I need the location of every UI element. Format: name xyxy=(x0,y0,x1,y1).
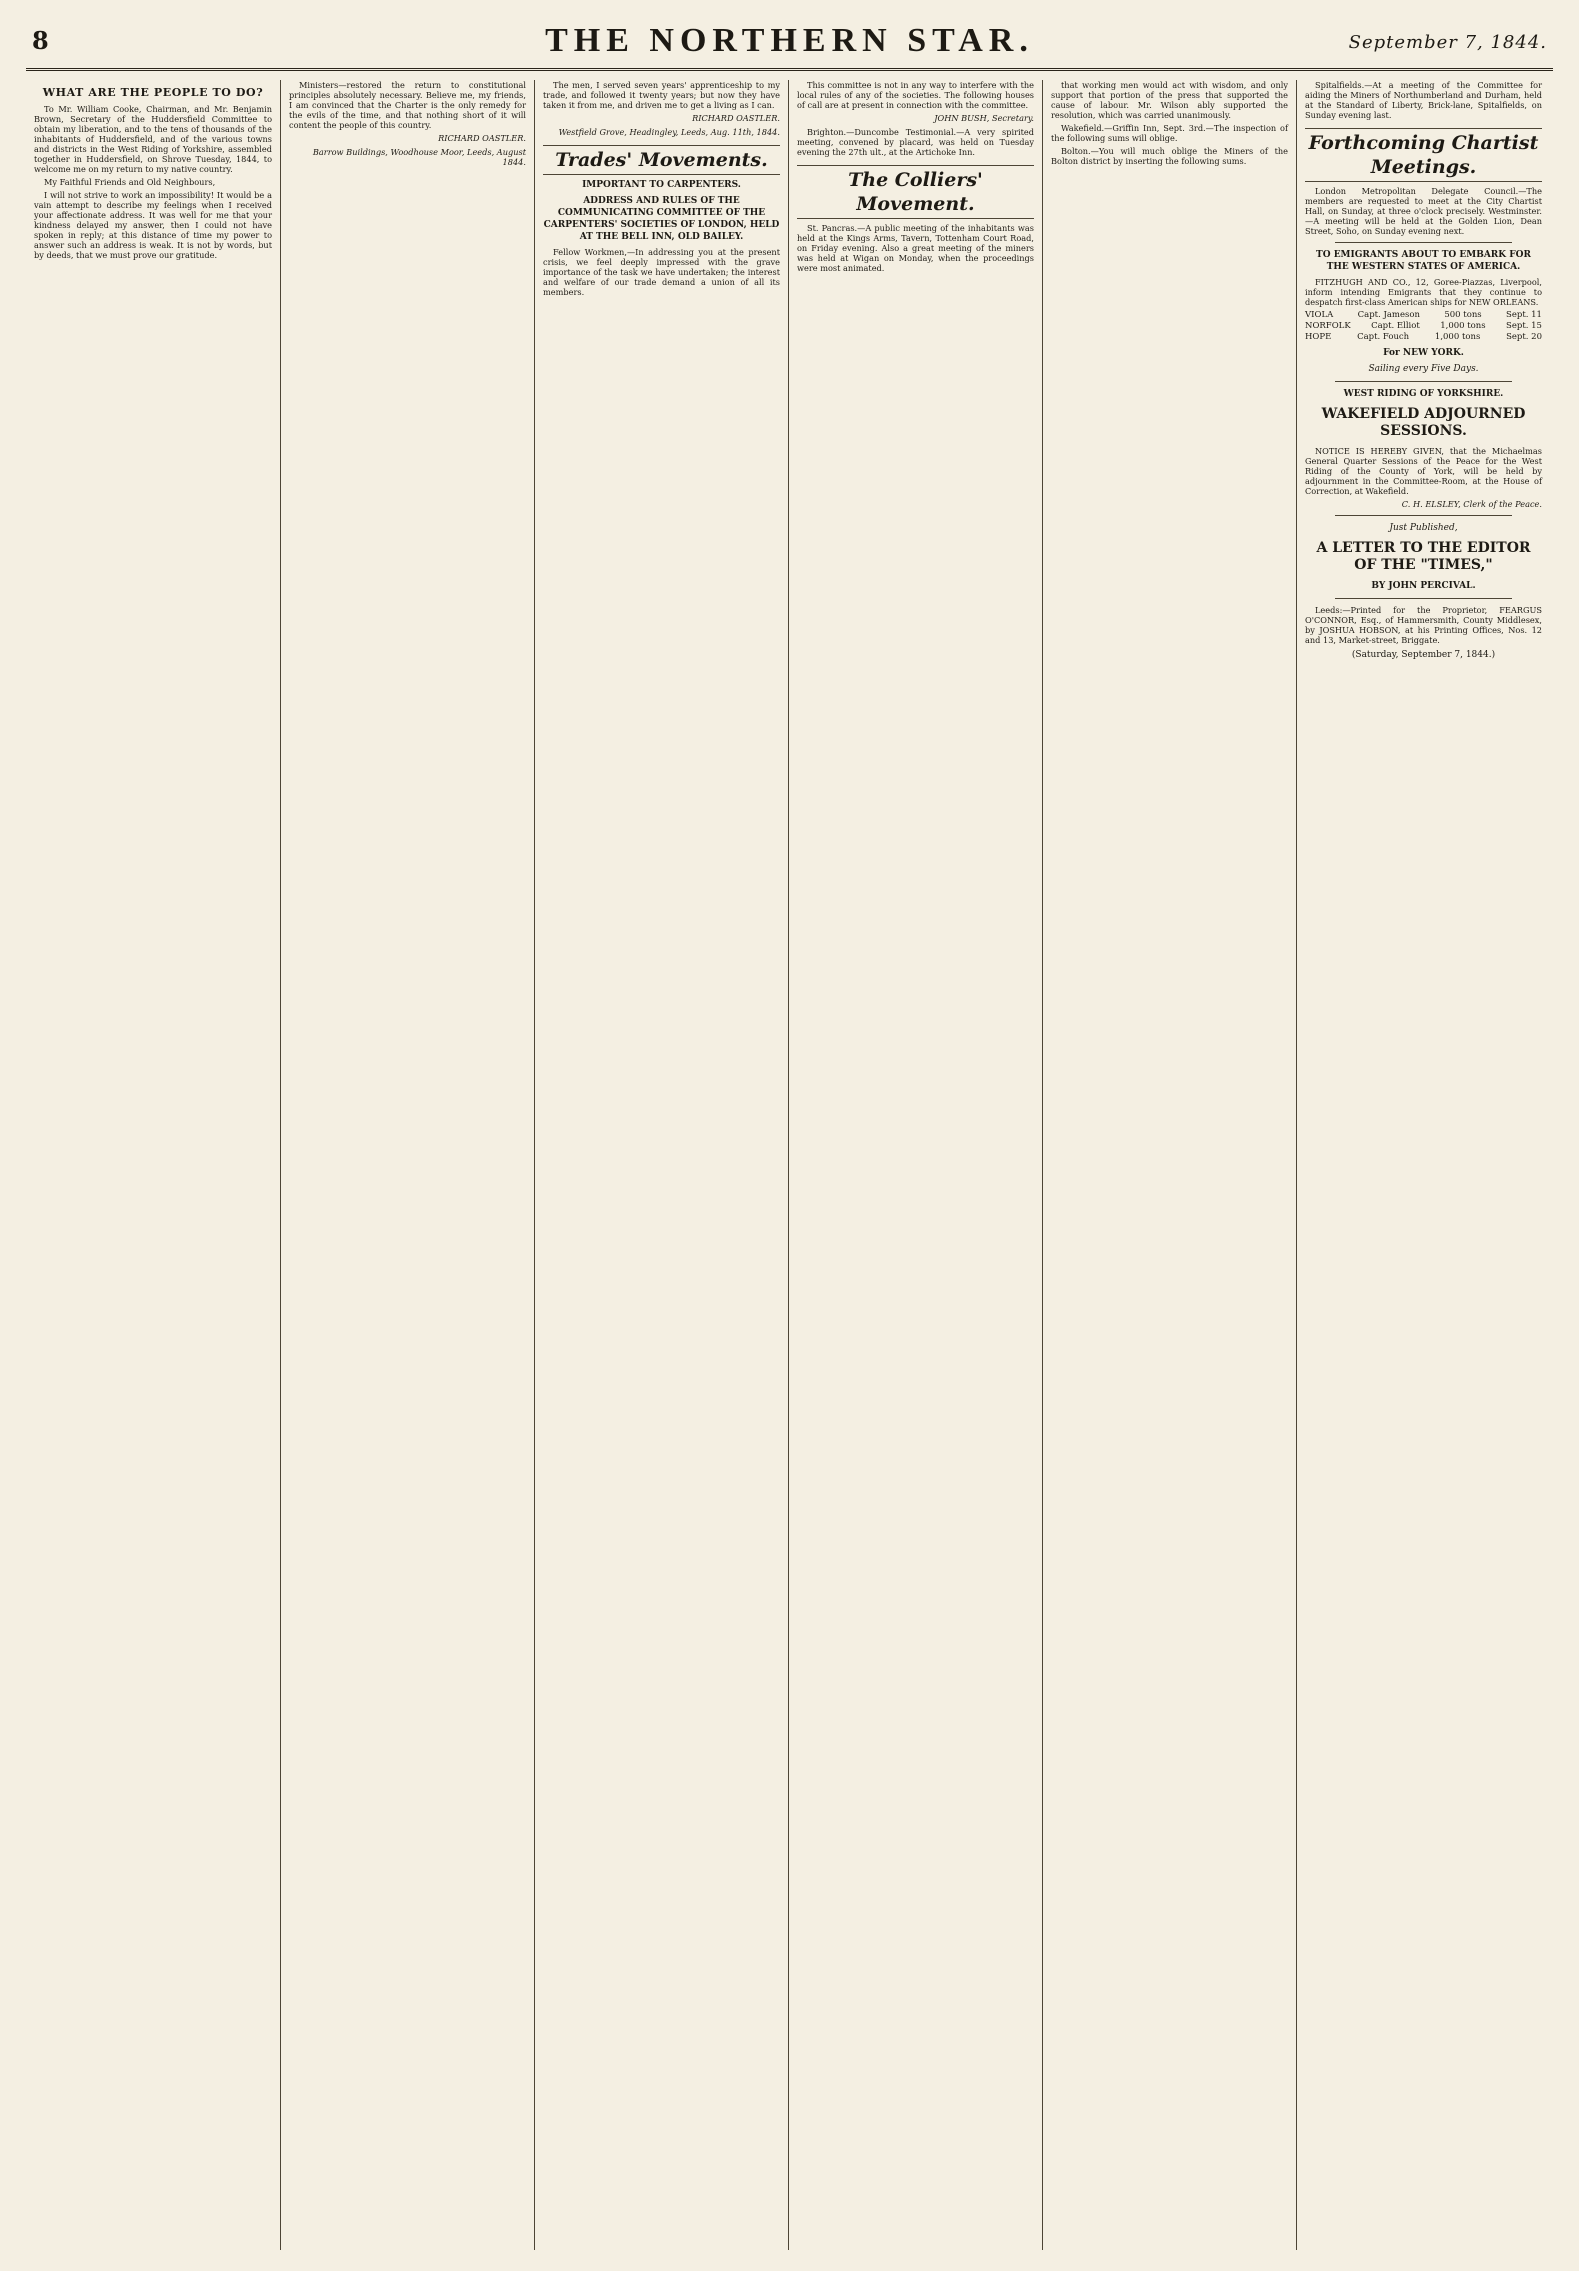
ship-name: NORFOLK xyxy=(1305,321,1351,331)
ship-captain: Capt. Fouch xyxy=(1357,332,1410,342)
clerk-signature: C. H. ELSLEY, Clerk of the Peace. xyxy=(1401,499,1542,509)
signature: JOHN BUSH, Secretary. xyxy=(934,113,1034,123)
signature: RICHARD OASTLER. xyxy=(438,133,526,143)
ship-list xyxy=(1305,310,1542,343)
meetings-list: London Metropolitan Delegate Council.—The members are requested to meet at the City Chartist Hall, on Sunday, at three o'clock precisely. Westminster.—A meeting will be held at the Golden Lion, Dean Street, Soho, on Sunday evening next. xyxy=(1305,186,1542,236)
masthead xyxy=(26,22,1553,71)
notice-heading: IMPORTANT TO CARPENTERS. xyxy=(582,180,741,190)
ship-tons: 500 tons xyxy=(1444,310,1482,320)
paper-title: THE NORTHERN STAR. xyxy=(545,22,1034,59)
ship-name: HOPE xyxy=(1305,332,1332,342)
ship-date: Sept. 15 xyxy=(1506,321,1542,331)
bolton-report: Bolton.—You will much oblige the Miners of the Bolton district by inserting the following sums. xyxy=(1051,146,1288,166)
new-york-heading: For NEW YORK. xyxy=(1383,348,1464,358)
ship-tons: 1,000 tons xyxy=(1440,321,1486,331)
ship-tons: 1,000 tons xyxy=(1434,332,1481,342)
address-line: Barrow Buildings, Woodhouse Moor, Leeds, August 1844. xyxy=(312,147,526,167)
divider xyxy=(1335,515,1512,516)
letter-heading: A LETTER TO THE EDITOR OF THE "TIMES," xyxy=(1316,540,1531,573)
column-4 xyxy=(788,80,1042,2250)
article-body: that working men would act with wisdom, and only support that portion of the press that supported the cause of labour. Mr. Wilson ably supported the resolution, which was carried unanimously. xyxy=(1051,80,1288,120)
notice-body: Fellow Workmen,—In addressing you at the present crisis, we feel deeply impressed with the grave importance of the task we have undertaken; the interest and welfare of our trade demand a union of all its members. xyxy=(543,247,780,297)
place-line: Westfield Grove, Headingley, Leeds, Aug. 11th, 1844. xyxy=(558,127,780,137)
colliers-report: St. Pancras.—A public meeting of the inhabitants was held at the Kings Arms, Tavern, Tottenham Court Road, on Friday evening. Also a great meeting of the miners was held at Wigan on Monday, when the proceedings were most animated. xyxy=(797,223,1034,273)
new-york-subheading: Sailing every Five Days. xyxy=(1368,364,1479,374)
divider xyxy=(1335,381,1512,382)
article-greeting: My Faithful Friends and Old Neighbours, xyxy=(44,177,216,187)
imprint-date: (Saturday, September 7, 1844.) xyxy=(1351,650,1496,660)
sessions-heading: WAKEFIELD ADJOURNED SESSIONS. xyxy=(1321,406,1526,439)
column-1 xyxy=(26,80,280,2250)
issue-date: September 7, 1844. xyxy=(1348,32,1547,53)
column-5 xyxy=(1042,80,1296,2250)
article-intro: To Mr. William Cooke, Chairman, and Mr. Benjamin Brown, Secretary of the Huddersfield Committee to obtain my liberation, and to the tens of thousands of the inhabitants of Huddersfield, and of the various towns and districts in the West Riding of Yorkshire, assembled together in Huddersfield, on Shrove Tuesday, 1844, to welcome me on my return to my native country. xyxy=(34,104,272,174)
signature: RICHARD OASTLER. xyxy=(692,113,780,123)
column-6 xyxy=(1296,80,1550,2250)
divider xyxy=(1335,242,1512,243)
ship-date: Sept. 11 xyxy=(1506,310,1542,320)
ship-entry xyxy=(1305,310,1542,321)
letter-author: BY JOHN PERCIVAL. xyxy=(1371,581,1476,591)
divider xyxy=(1335,598,1512,599)
column-2 xyxy=(280,80,534,2250)
column-3 xyxy=(534,80,788,2250)
ship-date: Sept. 20 xyxy=(1506,332,1542,342)
spitalfields-report: Spitalfields.—At a meeting of the Committee for aiding the Miners of Northumberland and Durham, held at the Standard of Liberty, Brick-lane, Spitalfields, on Sunday evening last. xyxy=(1305,80,1542,120)
ship-captain: Capt. Elliot xyxy=(1371,321,1420,331)
ship-entry xyxy=(1305,332,1542,343)
section-heading-meetings: Forthcoming Chartist Meetings. xyxy=(1305,128,1542,182)
just-published: Just Published, xyxy=(1389,523,1458,533)
emigrants-body: FITZHUGH AND CO., 12, Goree-Piazzas, Liverpool, inform intending Emigrants that they continue to despatch first-class American ships for NEW ORLEANS. xyxy=(1305,277,1542,307)
page-number: 8 xyxy=(32,26,49,55)
sessions-body: NOTICE IS HEREBY GIVEN, that the Michaelmas General Quarter Sessions of the Peace for the West Riding of the County of York, will be held by adjournment in the Committee-Room, at the House of Correction, at Wakefield. xyxy=(1305,446,1542,496)
columns xyxy=(26,80,1553,2250)
section-heading-colliers: The Colliers' Movement. xyxy=(797,165,1034,219)
notice-subheading: ADDRESS AND RULES OF THE COMMUNICATING COMMITTEE OF THE CARPENTERS' SOCIETIES OF LONDON, HELD AT THE BELL INN, OLD BAILEY. xyxy=(543,196,780,242)
section-heading-trades: Trades' Movements. xyxy=(543,145,780,175)
ship-entry xyxy=(1305,321,1542,332)
ship-name: VIOLA xyxy=(1305,310,1334,320)
article-body: This committee is not in any way to interfere with the local rules of any of the societies. The following houses of call are at present in connection with the committee. xyxy=(797,80,1034,110)
emigrants-heading: TO EMIGRANTS ABOUT TO EMBARK FOR THE WESTERN STATES OF AMERICA. xyxy=(1316,250,1531,272)
wakefield-report: Wakefield.—Griffin Inn, Sept. 3rd.—The inspection of the following sums will oblige. xyxy=(1051,123,1288,143)
article-headline: WHAT ARE THE PEOPLE TO DO? xyxy=(42,86,264,99)
article-body: Ministers—restored the return to constitutional principles absolutely necessary. Believe me, my friends, I am convinced that the Charter is the only remedy for the evils of the time, and that nothing short of it will content the people of this country. xyxy=(289,80,526,130)
west-riding-heading: WEST RIDING OF YORKSHIRE. xyxy=(1343,389,1504,399)
ship-captain: Capt. Jameson xyxy=(1357,310,1420,320)
article-body: The men, I served seven years' apprenticeship to my trade, and followed it twenty years; but now they have taken it from me, and driven me to get a living as I can. xyxy=(543,80,780,110)
brighton-report: Brighton.—Duncombe Testimonial.—A very spirited meeting, convened by placard, was held on Tuesday evening the 27th ult., at the Artichoke Inn. xyxy=(797,127,1034,157)
article-body: I will not strive to work an impossibility! It would be a vain attempt to describe my feelings when I received your affectionate address. It was well for me that your kindness delayed my answer, then I could not have spoken in reply; at this distance of time my power to answer such an address is weak. It is not by words, but by deeds, that we must prove our gratitude. xyxy=(34,190,272,260)
printer-imprint: Leeds:—Printed for the Proprietor, FEARGUS O'CONNOR, Esq., of Hammersmith, County Middlesex, by JOSHUA HOBSON, at his Printing Offices, Nos. 12 and 13, Market-street, Briggate. xyxy=(1305,605,1542,645)
